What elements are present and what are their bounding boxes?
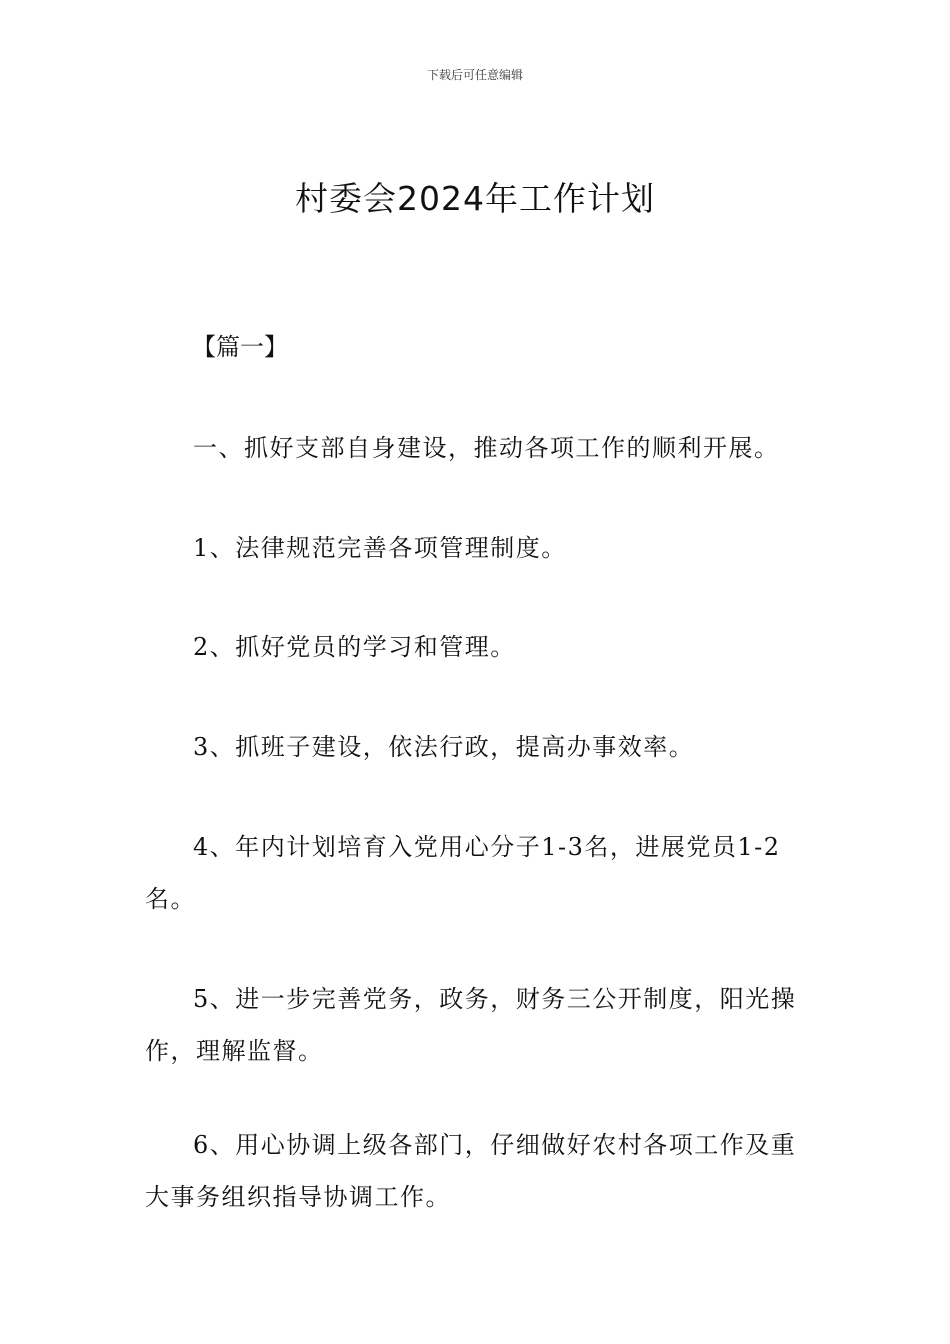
paragraph-item-6: 6、用心协调上级各部门，仔细做好农村各项工作及重大事务组织指导协调工作。	[145, 1131, 797, 1211]
paragraph-item-5: 5、进一步完善党务，政务，财务三公开制度，阳光操作，理解监督。	[145, 985, 797, 1065]
paragraph-item-1: 1、法律规范完善各项管理制度。	[193, 534, 567, 562]
paragraph-section-heading: 一、抓好支部自身建设，推动各项工作的顺利开展。	[193, 434, 780, 462]
section-marker: 【篇一】	[192, 333, 288, 361]
paragraph-item-4: 4、年内计划培育入党用心分子1-3名，进展党员1-2名。	[145, 833, 781, 913]
paragraph-item-3: 3、抓班子建设，依法行政，提高办事效率。	[193, 733, 695, 761]
document-title: 村委会2024年工作计划	[295, 179, 655, 218]
paragraph-item-2: 2、抓好党员的学习和管理。	[193, 633, 516, 661]
page-header-note: 下载后可任意编辑	[426, 68, 523, 82]
